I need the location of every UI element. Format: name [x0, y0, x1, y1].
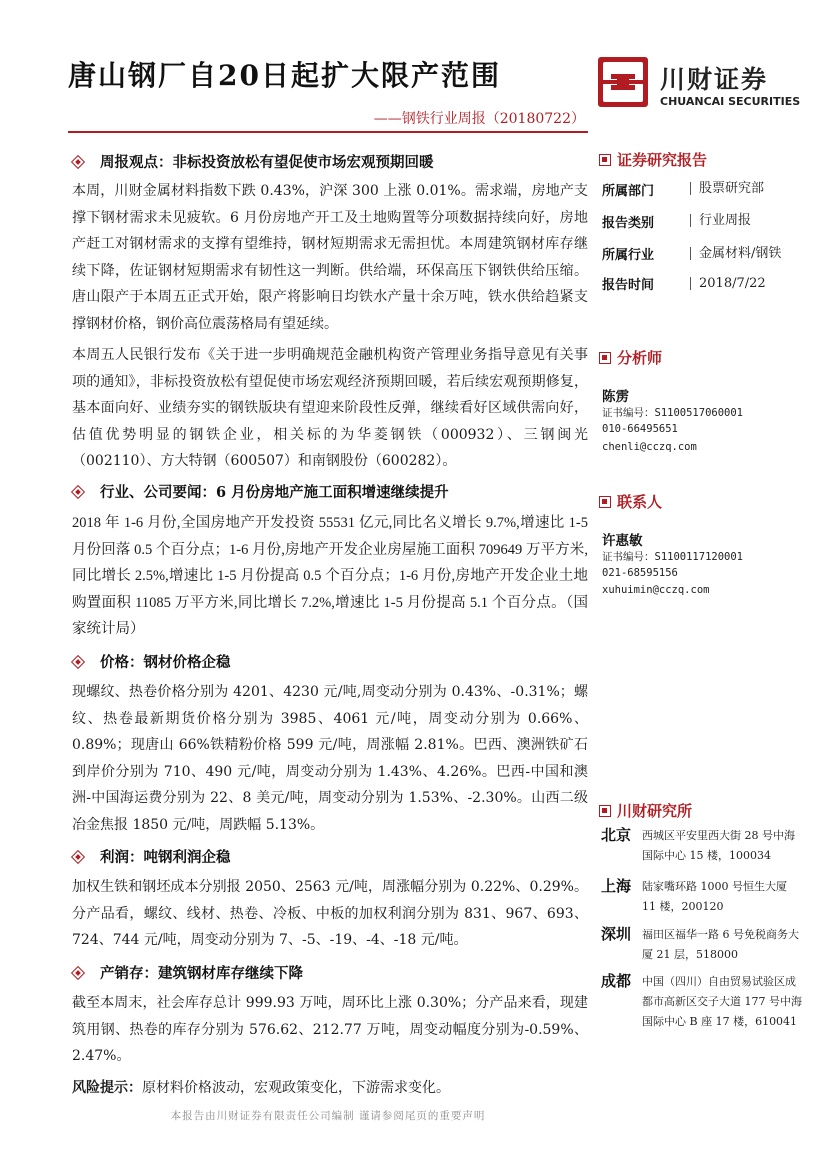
meta-value-industry: 金属材料/钢铁: [690, 247, 781, 260]
contact-cert: 证书编号：S1100117120001: [602, 551, 744, 563]
risk-label: 风险提示：: [72, 1080, 142, 1096]
contact-name: 许惠敏: [602, 533, 643, 549]
office-city-chengdu: 成都: [601, 972, 632, 990]
contact-email: xuhuimin@cczq.com: [602, 584, 710, 596]
analyst-phone: 010-66495651: [602, 423, 678, 435]
office-city-beijing: 北京: [601, 826, 632, 844]
paragraph-price: 现螺纹、热卷价格分别为 4201、4230 元/吨,周变动分别为 0.43%、-0.31%；螺纹、热卷最新期货价格分别为 3985、4061 元/吨，周变动分别为 0.66%、0.89%；现唐山 66%铁精粉价格 599 元/吨，周涨幅 2.81%。巴西、澳洲铁矿石到岸价分别为 710、490 元/吨，周变动分别为 1.43%、4.26%。巴西-中国和澳洲-中国海运费分别为 22、8 美元/吨，周变动分别为 1.53%、-2.30%。山西二级冶金焦报 1850 元/吨，周跌幅 5.13%。: [72, 684, 588, 833]
meta-label-industry: 所属行业: [602, 248, 655, 263]
sidebar-heading-analyst: 分析师: [599, 347, 662, 368]
section-heading-profit: 利润：吨钢利润企稳: [72, 846, 231, 867]
risk-text: 原材料价格波动，宏观政策变化，下游需求变化。: [142, 1080, 450, 1096]
paragraph-news: 2018 年 1-6 月份,全国房地产开发投资 55531 亿元,同比名义增长 9.7%,增速比 1-5 月份回落 0.5 个百分点；1-6 月份,房地产开发企业房屋施工面积 709649 万平方米,同比增长 2.5%,增速比 1-5 月份提高 0.5 个百分点；1-6 月份,房地产开发企业土地购置面积 11085 万平方米,同比增长 7.2%,增速比 1-5 月份提高 5.1 个百分点。（国家统计局）: [72, 515, 588, 637]
square-bullet-icon: [599, 154, 611, 166]
report-subtitle: ——钢铁行业周报（20180722）: [373, 111, 585, 127]
paragraph-inventory: 截至本周末，社会库存总计 999.93 万吨，周环比上涨 0.30%；分产品来看，现建筑用钢、热卷的库存分别为 576.62、212.77 万吨，周变动幅度分别为-0.59%、2.47%。: [72, 995, 588, 1064]
sidebar-heading-institute: 川财研究所: [599, 800, 692, 821]
sidebar-heading-report: 证券研究报告: [599, 149, 707, 170]
meta-label-type: 报告类别: [602, 216, 655, 231]
square-bullet-icon: [599, 496, 611, 508]
meta-value-type: 行业周报: [690, 214, 751, 227]
office-address-beijing: 西城区平安里西大街 28 号中海国际中心 15 楼，100034: [642, 829, 795, 862]
contact-phone: 021-68595156: [602, 567, 678, 579]
office-city-shenzhen: 深圳: [601, 925, 632, 943]
square-bullet-icon: [599, 352, 611, 364]
office-address-shenzhen: 福田区福华一路 6 号免税商务大厦 21 层，518000: [642, 928, 799, 961]
brand-name-en: CHUANCAI SECURITIES: [660, 95, 801, 108]
section-heading-inventory: 产销存：建筑钢材库存继续下降: [72, 962, 303, 983]
section-heading-price: 价格：钢材价格企稳: [72, 651, 231, 672]
meta-value-dept: 股票研究部: [690, 182, 764, 195]
meta-label-dept: 所属部门: [602, 184, 655, 199]
diamond-bullet-icon: [72, 156, 84, 168]
chuancai-logo-icon: [597, 56, 649, 108]
paragraph-profit: 加权生铁和钢坯成本分别报 2050、2563 元/吨，周涨幅分别为 0.22%、0.29%。分产品看，螺纹、线材、热卷、冷板、中板的加权利润分别为 831、967、693、724、744 元/吨，周变动分别为 7、-5、-19、-4、-18 元/吨。: [72, 879, 588, 948]
diamond-bullet-icon: [72, 851, 84, 863]
section-heading-viewpoint: 周报观点：非标投资放松有望促使市场宏观预期回暖: [72, 151, 434, 172]
office-city-shanghai: 上海: [601, 877, 632, 895]
diamond-bullet-icon: [72, 967, 84, 979]
office-address-chengdu: 中国（四川）自由贸易试验区成都市高新区交子大道 177 号中海国际中心 B 座 17 楼，610041: [642, 975, 802, 1028]
paragraph-viewpoint-2: 本周五人民银行发布《关于进一步明确规范金融机构资产管理业务指导意见有关事项的通知》，非标投资放松有望促使市场宏观经济预期回暖，若后续宏观预期修复，基本面向好、业绩夯实的钢铁版块有望迎来阶段性反弹，继续看好区域供需向好，估值优势明显的钢铁企业，相关标的为华菱钢铁（000932）、三钢闽光（002110）、方大特钢（600507）和南钢股份（600282）。: [72, 347, 588, 469]
meta-value-date: 2018/7/22: [690, 277, 766, 290]
analyst-email: chenli@cczq.com: [602, 441, 697, 453]
report-title: 唐山钢厂自20日起扩大限产范围: [68, 59, 501, 92]
footer-disclaimer: 本报告由川财证券有限责任公司编制 谨请参阅尾页的重要声明: [170, 1110, 486, 1122]
diamond-bullet-icon: [72, 656, 84, 668]
analyst-name: 陈雳: [602, 389, 629, 405]
diamond-bullet-icon: [72, 486, 84, 498]
section-heading-news: 行业、公司要闻：6 月份房地产施工面积增速继续提升: [72, 481, 449, 502]
brand-name-cn: 川财证券: [660, 65, 769, 94]
office-address-shanghai: 陆家嘴环路 1000 号恒生大厦 11 楼，200120: [642, 880, 787, 913]
risk-warning: [72, 1075, 588, 1102]
square-bullet-icon: [599, 805, 611, 817]
header-divider: [68, 131, 588, 133]
sidebar-heading-contact: 联系人: [599, 491, 662, 512]
analyst-cert: 证书编号：S1100517060001: [602, 407, 744, 419]
meta-label-date: 报告时间: [602, 278, 655, 293]
paragraph-viewpoint-1: 本周，川财金属材料指数下跌 0.43%，沪深 300 上涨 0.01%。需求端，房地产支撑下钢材需求未见疲软。6 月份房地产开工及土地购置等分项数据持续向好，房地产赶工对钢材需求的支撑有望维持，钢材短期需求无需担忧。本周建筑钢材库存继续下降，佐证钢材短期需求有韧性这一判断。供给端，环保高压下钢铁供给压缩。唐山限产于本周五正式开始，限产将影响日均铁水产量十余万吨，铁水供给趋紧支撑钢材价格，钢价高位震荡格局有望延续。: [72, 183, 588, 332]
